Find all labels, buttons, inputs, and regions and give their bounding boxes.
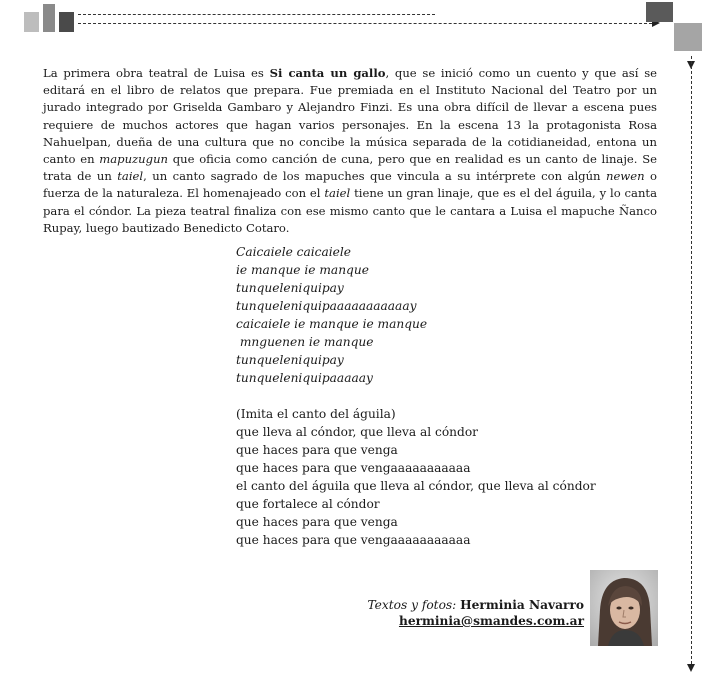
play-title: Si canta un gallo xyxy=(269,66,386,80)
poem-line: ie manque ie manque xyxy=(236,263,369,277)
poem-stanza-mapuzugun xyxy=(236,243,596,387)
author-photo-illustration xyxy=(590,570,658,646)
poem-line: que haces para que venga xyxy=(236,515,398,529)
poem-line: tunqueleniquipaaaaay xyxy=(236,371,373,385)
article-text: La primera obra teatral de Luisa es xyxy=(43,66,270,80)
poem xyxy=(236,243,596,549)
credits-label: Textos y fotos: xyxy=(367,598,457,612)
poem-line: tunqueleniquipay xyxy=(236,353,344,367)
italic-term: taiel xyxy=(324,186,351,201)
poem-line: que haces para que vengaaaaaaaaaaa xyxy=(236,533,471,547)
credits xyxy=(367,597,584,629)
dashed-rule-arrow xyxy=(78,23,652,24)
poem-line: (Imita el canto del águila) xyxy=(236,407,396,421)
credits-line xyxy=(367,597,584,613)
article-text: , un canto sagrado de los mapuches que vincula a su intérprete con algún xyxy=(143,169,606,184)
deco-square-dark-right xyxy=(646,2,673,22)
article-body xyxy=(43,65,657,237)
article-text: que oficia como canción de cuna, pero que en realidad es un canto de linaje. Se trata de un xyxy=(43,152,657,184)
poem-line: que lleva al cóndor, que lleva al cóndor xyxy=(236,425,478,439)
poem-stanza-spanish xyxy=(236,405,596,549)
italic-term: newen xyxy=(605,169,645,184)
deco-square-mid xyxy=(43,4,55,32)
article-text: tiene un gran linaje, que es el del águila, y lo canta para el cóndor. La pieza teatral finaliza con ese mismo canto que le cantara a Luisa el mapuche Ñanco Rupay, luego bautizado Benedicto Cotaro. xyxy=(43,186,657,235)
deco-square-dark xyxy=(59,12,74,32)
deco-square-light xyxy=(24,12,39,32)
author-photo xyxy=(590,570,658,646)
deco-square-light-right xyxy=(674,23,702,51)
author-email-link[interactable]: herminia@smandes.com.ar xyxy=(398,614,584,628)
poem-line: mnguenen ie manque xyxy=(236,335,374,349)
poem-line: que haces para que venga xyxy=(236,443,398,457)
poem-line: tunqueleniquipay xyxy=(236,281,344,295)
poem-line: Caicaiele caicaiele xyxy=(236,245,351,259)
arrow-down-icon-bottom xyxy=(687,664,695,672)
stanza-gap xyxy=(236,387,596,405)
dashed-rule-top xyxy=(78,14,435,15)
article-text: o fuerza de la naturaleza. El homenajeado con el xyxy=(43,169,658,201)
poem-line: el canto del águila que lleva al cóndor, que lleva al cóndor xyxy=(236,479,596,493)
dashed-rule-vertical xyxy=(691,56,692,664)
poem-line: tunqueleniquipaaaaaaaaaaay xyxy=(236,299,417,313)
italic-term: mapuzugun xyxy=(99,152,169,167)
poem-line: que fortalece al cóndor xyxy=(236,497,380,511)
article-text: , que se inició como un cuento y que así se editará en el libro de relatos que prepara. Fue premiada en el Instituto Nacional del Teatro por un jurado integrado por Griselda Gambaro y Alejandro Finzi. Es una obra difícil de llevar a escena pues requiere de muchos actores que hagan varios personajes. En la escena 13 la protagonista Rosa Nahuelpan, dueña de una cultura que no concibe la música separada de la cotidianeidad, entona un canto en xyxy=(43,66,658,167)
poem-line: que haces para que vengaaaaaaaaaaa xyxy=(236,461,471,475)
italic-term: taiel xyxy=(117,169,144,184)
author-name: Herminia Navarro xyxy=(460,598,584,612)
poem-line: caicaiele ie manque ie manque xyxy=(236,317,428,331)
